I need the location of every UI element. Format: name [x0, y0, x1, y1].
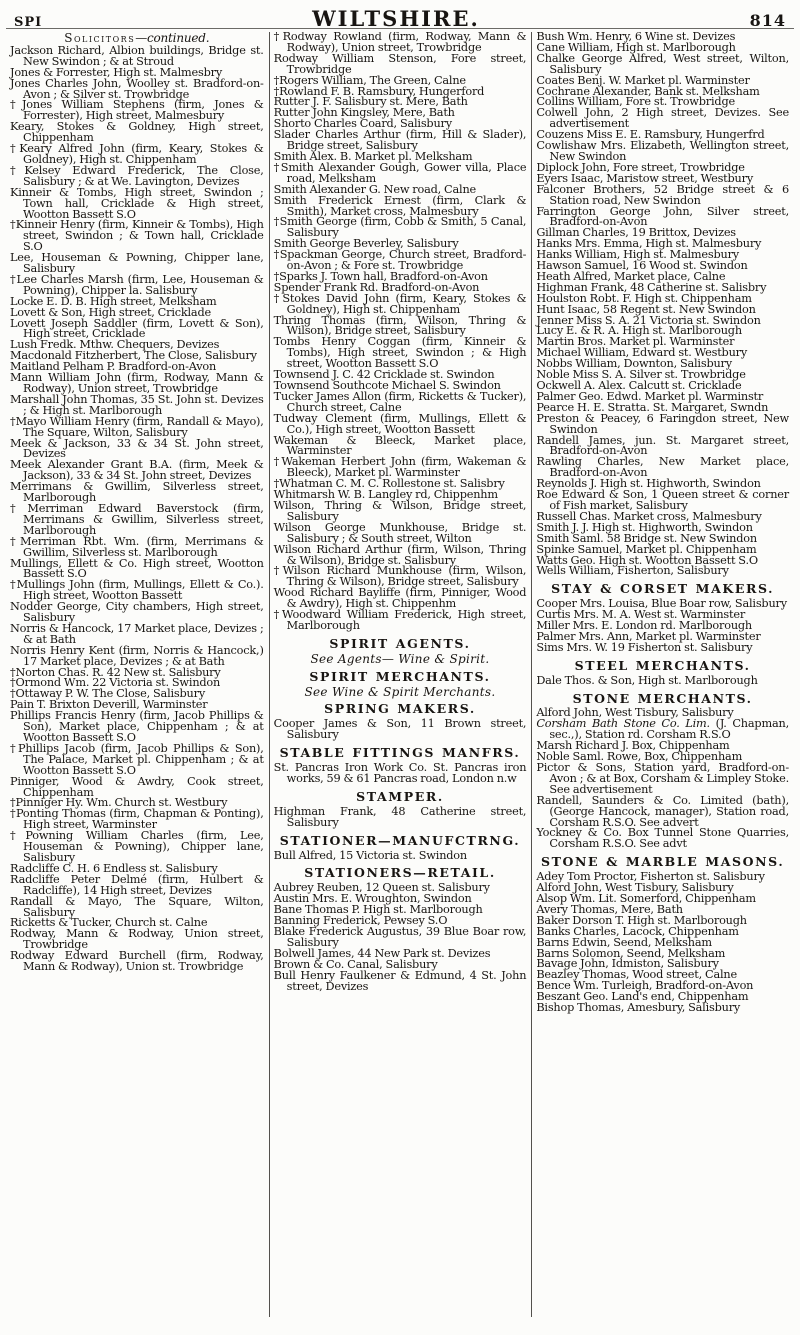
- directory-entry: Thring Thomas (firm, Wilson, Thring & Wilson), Bridge street, Salisbury: [273, 313, 527, 338]
- directory-entry: Colwell John, 2 High street, Devizes. See advertisement: [536, 106, 789, 131]
- column-container: [0, 29, 800, 1317]
- directory-entry: Corsham Bath Stone Co. Lim. (J. Chapman, sec.,), Station rd. Corsham R.S.O: [536, 717, 789, 742]
- directory-entry: †Ormond Wm. 22 Victoria st. Swindon: [10, 676, 221, 690]
- directory-entry: Lush Fredk. Mthw. Chequers, Devizes: [10, 338, 220, 352]
- directory-entry: Hanks William, High st. Malmesbury: [536, 248, 739, 262]
- directory-entry: †Jones William Stephens (firm, Jones & Forrester), High street, Malmesbury: [10, 98, 264, 123]
- directory-entry: Rutter J. F. Salisbury st. Mere, Bath: [273, 95, 468, 109]
- directory-entry: †Kinneir Henry (firm, Kinneir & Tombs), High street, Swindon ; & Town hall, Cricklade S.O: [10, 218, 264, 254]
- directory-entry: Farrington George John, Silver street, Bradford-on-Avon: [536, 204, 789, 229]
- section-heading: STEEL MERCHANTS.: [574, 657, 751, 673]
- directory-entry: Shorto Charles Coard, Salisbury: [273, 117, 452, 131]
- directory-entry: Brown & Co. Canal, Salisbury: [273, 957, 438, 971]
- directory-entry: †Norton Chas. R. 42 New st. Salisbury: [10, 665, 221, 679]
- directory-entry: Barns Solomon, Seend, Melksham: [536, 946, 726, 960]
- directory-entry: Watts Geo. High st. Wootton Bassett S.O: [536, 553, 758, 567]
- directory-entry: Pain T. Brixton Deverill, Warminster: [10, 698, 208, 712]
- directory-entry: Wilson Richard Arthur (firm, Wilson, Thring & Wilson), Bridge st. Salisbury: [273, 542, 527, 567]
- directory-entry: Townsend J. C. 42 Cricklade st. Swindon: [273, 368, 495, 382]
- directory-entry: Smith Alex. B. Market pl. Melksham: [273, 149, 473, 163]
- directory-entry: Hanks Mrs. Emma, High st. Malmesbury: [536, 237, 762, 251]
- directory-entry: Lovett & Son, High street, Cricklade: [10, 305, 211, 319]
- directory-entry: Banning Frederick, Pewsey S.O: [273, 914, 448, 928]
- directory-entry: Smith Saml. 58 Bridge st. New Swindon: [536, 531, 757, 545]
- directory-entry: †Wilson Richard Munkhouse (firm, Wilson, Thring & Wilson), Bridge street, Salisbury: [273, 564, 527, 589]
- directory-entry: Locke E. D. B. High street, Melksham: [10, 294, 217, 308]
- directory-entry: Gillman Charles, 19 Brittox, Devizes: [536, 226, 736, 240]
- directory-entry: Curtis Mrs. M. A. West st. Warminster: [536, 608, 746, 622]
- directory-entry: †Lee Charles Marsh (firm, Lee, Houseman & Powning), Chipper la. Salisbury: [10, 272, 264, 297]
- directory-entry: Keary, Stokes & Goldney, High street, Chippenham: [10, 120, 264, 145]
- directory-entry: Alsop Wm. Lit. Somerford, Chippenham: [536, 891, 756, 905]
- directory-entry: Austin Mrs. E. Wroughton, Swindon: [273, 892, 472, 906]
- directory-entry: Wood Richard Bayliffe (firm, Pinniger, Wood & Awdry), High st. Chippenhm: [273, 586, 527, 611]
- directory-entry: Bane Thomas P. High st. Marlborough: [273, 903, 483, 917]
- directory-entry: Hawson Samuel, 16 Wood st. Swindon: [536, 259, 748, 273]
- directory-entry: Martin Bros. Market pl. Warminster: [536, 335, 735, 349]
- directory-entry: Cooper James & Son, 11 Brown street, Salisbury: [273, 717, 527, 742]
- directory-entry: Houlston Robt. F. High st. Chippenham: [536, 291, 752, 305]
- directory-entry: Phillips Francis Henry (firm, Jacob Phillips & Son), Market place, Chippenham ; & at Wootton Bassett S.O: [10, 709, 264, 744]
- directory-entry: †Rowland F. B. Ramsbury, Hungerford: [273, 84, 485, 98]
- directory-entry: Whitmarsh W. B. Langley rd, Chippenhm: [273, 488, 498, 502]
- directory-entry: Mullings, Ellett & Co. High street, Wootton Bassett S.O: [10, 556, 264, 581]
- directory-entry: Nodder George, City chambers, High street, Salisbury: [10, 600, 264, 625]
- directory-entry: Noble Saml. Rowe, Box, Chippenham: [536, 750, 743, 764]
- directory-entry: Smith George Beverley, Salisbury: [273, 237, 459, 251]
- directory-entry: †Rodway Rowland (firm, Rodway, Mann & Rodway), Union street, Trowbridge: [273, 32, 527, 54]
- directory-entry: Banks Charles, Lacock, Chippenham: [536, 924, 739, 938]
- section-heading: STATIONERS—RETAIL.: [304, 865, 496, 881]
- directory-entry: †Stokes David John (firm, Keary, Stokes & Goldney), High st. Chippenham: [273, 291, 527, 316]
- directory-entry: Bishop Thomas, Amesbury, Salisbury: [536, 1001, 741, 1015]
- directory-entry: Cooper Mrs. Louisa, Blue Boar row, Salisbury: [536, 597, 787, 611]
- directory-entry: Bush Wm. Henry, 6 Wine st. Devizes: [536, 32, 736, 43]
- directory-entry: Slader Charles Arthur (firm, Hill & Slader), Bridge street, Salisbury: [273, 128, 527, 153]
- directory-entry: Adey Tom Proctor, Fisherton st. Salisbury: [536, 870, 765, 884]
- directory-entry: Dale Thos. & Son, High st. Marlborough: [536, 673, 758, 687]
- directory-entry: Marsh Richard J. Box, Chippenham: [536, 739, 730, 753]
- directory-entry: Bavage John, Idmiston, Salisbury: [536, 957, 719, 971]
- section-heading: STONE & MARBLE MASONS.: [540, 854, 785, 870]
- directory-entry: Ricketts & Tucker, Church st. Calne: [10, 916, 208, 930]
- directory-entry: Radcliffe Peter Delmé (firm, Hulbert & Radcliffe), 14 High street, Devizes: [10, 872, 264, 897]
- page-number: 814: [749, 11, 786, 30]
- section-heading-continued: Solicitors—continued.: [64, 32, 210, 45]
- directory-entry: †Rogers William, The Green, Calne: [273, 73, 466, 87]
- directory-entry: Randell James, jun. St. Margaret street, Bradford-on-Avon: [536, 433, 789, 458]
- directory-entry: Palmer Mrs. Ann, Market pl. Warminster: [536, 629, 761, 643]
- directory-entry: Preston & Peacey, 6 Faringdon street, New Swindon: [536, 411, 789, 436]
- directory-entry: Pinniger, Wood & Awdry, Cook street, Chippenham: [10, 774, 264, 799]
- directory-entry: Smith J. J. High st. Highworth, Swindon: [536, 520, 753, 534]
- directory-entry: Nobbs William, Downton, Salisbury: [536, 357, 732, 371]
- directory-entry: Jones Charles John, Woolley st. Bradford-on-Avon ; & Silver st. Trowbridge: [10, 76, 264, 101]
- directory-entry: Norris Henry Kent (firm, Norris & Hancock,) 17 Market place, Devizes ; & at Bath: [10, 643, 264, 668]
- directory-entry: Barns Edwin, Seend, Melksham: [536, 935, 712, 949]
- directory-entry: Lee, Houseman & Powning, Chipper lane, Salisbury: [10, 251, 264, 276]
- directory-entry: Eyers Isaac, Maristow street, Westbury: [536, 171, 754, 185]
- directory-entry: †Sparks J. Town hall, Bradford-on-Avon: [273, 269, 488, 283]
- column-3: [531, 32, 794, 1317]
- directory-entry: †Phillips Jacob (firm, Jacob Phillips & Son), The Palace, Market pl. Chippenham ; & at Wootton Bassett S.O: [10, 741, 264, 777]
- directory-entry: Collins William, Fore st. Trowbridge: [536, 95, 735, 109]
- directory-entry: Wakeman & Bleeck, Market place, Warminster: [273, 433, 527, 458]
- directory-entry: Diplock John, Fore street, Trowbridge: [536, 160, 745, 174]
- directory-entry: Pictor & Sons, Station yard, Bradford-on-Avon ; & at Box, Corsham & Limpley Stoke. See advertisement: [536, 761, 789, 796]
- directory-entry: Meek Alexander Grant B.A. (firm, Meek & Jackson), 33 & 34 St. John street, Devizes: [10, 458, 264, 483]
- directory-entry: Kinneir & Tombs, High street, Swindon ; Town hall, Cricklade & High street, Wootton Bassett S.O: [10, 185, 264, 221]
- directory-entry: †Mullings John (firm, Mullings, Ellett & Co.). High street, Wootton Bassett: [10, 578, 264, 603]
- directory-entry: Radcliffe C. H. 6 Endless st. Salisbury: [10, 861, 218, 875]
- column-2: [269, 32, 532, 1317]
- directory-entry: Rawling Charles, New Market place, Bradford-on-Avon: [536, 455, 789, 480]
- directory-entry: Tucker James Allon (firm, Ricketts & Tucker), Church street, Calne: [273, 389, 527, 414]
- cross-reference: See Agents— Wine & Spirit.: [310, 651, 490, 666]
- page-title: WILTSHIRE.: [312, 6, 480, 31]
- section-heading: SPIRIT AGENTS.: [329, 635, 471, 651]
- section-heading: STATIONER—MANUFCTRNG.: [279, 832, 521, 848]
- directory-entry: Meek & Jackson, 33 & 34 St. John street, Devizes: [10, 436, 264, 461]
- directory-entry: Tombs Henry Coggan (firm, Kinneir & Tombs), High street, Swindon ; & High street, Wootton Bassett S.O: [273, 335, 527, 371]
- directory-entry: Michael William, Edward st. Westbury: [536, 346, 748, 360]
- section-heading: STONE MERCHANTS.: [572, 690, 753, 706]
- directory-entry: Rodway Edward Burchell (firm, Rodway, Mann & Rodway), Union st. Trowbridge: [10, 949, 264, 974]
- directory-entry: Bull Henry Faulkener & Edmund, 4 St. John street, Devizes: [273, 968, 527, 993]
- directory-entry: †Merriman Rbt. Wm. (firm, Merrimans & Gwillim, Silverless st. Marlborough: [10, 534, 264, 559]
- directory-entry: †Smith Alexander Gough, Gower villa, Place road, Melksham: [273, 160, 527, 185]
- directory-entry: Bence Wm. Turleigh, Bradford-on-Avon: [536, 979, 754, 993]
- directory-entry: †Merriman Edward Baverstock (firm, Merrimans & Gwillim, Silverless street, Marlborough: [10, 501, 264, 537]
- directory-entry: Alford John, West Tisbury, Salisbury: [536, 881, 734, 895]
- directory-entry: Rutter John Kingsley, Mere, Bath: [273, 106, 455, 120]
- directory-entry: Baker Dorson T. High st. Marlborough: [536, 913, 747, 927]
- header-section-abbrev: SPI: [14, 15, 43, 30]
- directory-entry: Wilson, Thring & Wilson, Bridge street, Salisbury: [273, 498, 527, 523]
- section-heading: STAY & CORSET MAKERS.: [551, 581, 775, 597]
- directory-entry: Coates Benj. W. Market pl. Warminster: [536, 73, 750, 87]
- directory-entry: Sims Mrs. W. 19 Fisherton st. Salisbury: [536, 640, 753, 654]
- directory-entry: Jackson Richard, Albion buildings, Bridge st. New Swindon ; & at Stroud: [10, 43, 264, 68]
- directory-entry: Smith Frederick Ernest (firm, Clark & Smith), Market cross, Malmesbury: [273, 193, 527, 218]
- directory-entry: Norris & Hancock, 17 Market place, Devizes ; & at Bath: [10, 621, 264, 646]
- directory-entry: Merrimans & Gwillim, Silverless street, Marlborough: [10, 480, 264, 505]
- directory-entry: Chalke George Alfred, West street, Wilton, Salisbury: [536, 51, 789, 76]
- directory-entry: St. Pancras Iron Work Co. St. Pancras iron works, 59 & 61 Pancras road, London n.w: [273, 761, 527, 785]
- directory-entry: †Smith George (firm, Cobb & Smith, 5 Canal, Salisbury: [273, 215, 527, 240]
- directory-entry: Aubrey Reuben, 12 Queen st. Salisbury: [273, 881, 490, 895]
- directory-entry: Highman Frank, 48 Catherine st. Salisbry: [536, 280, 767, 294]
- directory-entry: Marshall John Thomas, 35 St. John st. Devizes ; & High st. Marlborough: [10, 392, 264, 417]
- directory-entry: Reynolds J. High st. Highworth, Swindon: [536, 477, 761, 491]
- directory-entry: Spender Frank Rd. Bradford-on-Avon: [273, 280, 480, 294]
- directory-entry: †Woodward William Frederick, High street, Marlborough: [273, 608, 527, 632]
- directory-entry: Rodway, Mann & Rodway, Union street, Trowbridge: [10, 927, 264, 952]
- directory-entry: Macdonald Fitzherbert, The Close, Salisbury: [10, 349, 257, 363]
- directory-entry: †Powning William Charles (firm, Lee, Houseman & Powning), Chipper lane, Salisbury: [10, 829, 264, 864]
- directory-entry: †Kelsey Edward Frederick, The Close, Salisbury ; & at We. Lavington, Devizes: [10, 163, 264, 188]
- directory-entry: Cowlishaw Mrs. Elizabeth, Wellington street, New Swindon: [536, 139, 789, 163]
- directory-entry: †Ottaway P. W. The Close, Salisbury: [10, 687, 206, 701]
- directory-entry: Heath Alfred, Market place, Calne: [536, 269, 726, 283]
- directory-entry: Pearce H. E. Stratta. St. Margaret, Swndn: [536, 400, 769, 414]
- directory-entry: Beszant Geo. Land's end, Chippenham: [536, 990, 749, 1004]
- directory-entry: †Mayo William Henry (firm, Randall & Mayo), The Square, Wilton, Salisbury: [10, 414, 264, 439]
- directory-entry: Mann William John (firm, Rodway, Mann & Rodway), Union street, Trowbridge: [10, 371, 264, 395]
- directory-entry: Maitland Pelham P. Bradford-on-Avon: [10, 360, 217, 374]
- directory-entry: Couzens Miss E. E. Ramsbury, Hungerfrd: [536, 128, 765, 142]
- directory-entry: Bull Alfred, 15 Victoria st. Swindon: [273, 848, 467, 862]
- directory-entry: Wells William, Fisherton, Salisbury: [536, 564, 729, 578]
- directory-entry: †Ponting Thomas (firm, Chapman & Ponting), High street, Warminster: [10, 807, 264, 832]
- section-heading: SPRING MAKERS.: [324, 701, 476, 717]
- section-heading: STABLE FITTINGS MANFRS.: [279, 745, 521, 761]
- directory-entry: Tudway Clement (firm, Mullings, Ellett & Co.), High street, Wootton Bassett: [273, 411, 527, 436]
- directory-entry: Falconer Brothers, 52 Bridge street & 6 Station road, New Swindon: [536, 182, 789, 207]
- directory-entry: Yockney & Co. Box Tunnel Stone Quarries, Corsham R.S.O. See advt: [536, 826, 789, 851]
- column-1: [6, 32, 269, 1317]
- directory-entry: Cane William, High st. Marlborough: [536, 40, 736, 54]
- directory-entry: Townsend Southcote Michael S. Swindon: [273, 379, 501, 392]
- directory-entry: Miller Mrs. E. London rd. Marlborough: [536, 619, 752, 633]
- directory-entry: Bolwell James, 44 New Park st. Devizes: [273, 946, 491, 960]
- directory-entry: Avery Thomas, Mere, Bath: [536, 902, 683, 916]
- directory-entry: Blake Frederick Augustus, 39 Blue Boar row, Salisbury: [273, 924, 527, 949]
- directory-entry: Lovett Joseph Saddler (firm, Lovett & Son), High street, Cricklade: [10, 316, 264, 341]
- directory-entry: Alford John, West Tisbury, Salisbury: [536, 706, 734, 720]
- directory-entry: Noble Miss S. A. Silver st. Trowbridge: [536, 368, 746, 382]
- directory-entry: Highman Frank, 48 Catherine street, Salisbury: [273, 804, 527, 829]
- directory-entry: Cochrane Alexander, Bank st. Melksham: [536, 84, 760, 98]
- directory-entry: Russell Chas. Market cross, Malmesbury: [536, 509, 762, 523]
- directory-entry: Spinke Samuel, Market pl. Chippenham: [536, 542, 757, 556]
- directory-entry: Hunt Isaac, 58 Regent st. New Swindon: [536, 302, 756, 316]
- directory-entry: †Whatman C. M. C. Rollestone st. Salisbry: [273, 477, 505, 491]
- page-header: [0, 0, 800, 31]
- directory-entry: Wilson George Munkhouse, Bridge st. Salisbury ; & South street, Wilton: [273, 520, 527, 545]
- section-heading: SPIRIT MERCHANTS.: [309, 668, 491, 684]
- section-heading: STAMPER.: [356, 788, 444, 804]
- directory-entry: Beazley Thomas, Wood street, Calne: [536, 968, 737, 982]
- directory-entry: †Pinniger Hy. Wm. Church st. Westbury: [10, 796, 228, 810]
- directory-entry: Ockwell A. Alex. Calcutt st. Cricklade: [536, 379, 742, 392]
- cross-reference: See Wine & Spirit Merchants.: [304, 684, 496, 699]
- directory-entry: Randall & Mayo, The Square, Wilton, Salisbury: [10, 894, 264, 919]
- directory-entry: Jones & Forrester, High st. Malmesbry: [10, 65, 223, 79]
- directory-entry: †Spackman George, Church street, Bradford-on-Avon ; & Fore st. Trowbridge: [273, 248, 527, 273]
- directory-entry: Jenner Miss S. A. 21 Victoria st. Swindon: [536, 313, 761, 327]
- directory-entry: Rodway William Stenson, Fore street, Trowbridge: [273, 51, 527, 76]
- directory-entry: †Keary Alfred John (firm, Keary, Stokes & Goldney), High st. Chippenham: [10, 142, 264, 166]
- directory-entry: Randell, Saunders & Co. Limited (bath), (George Hancock, manager), Station road, Corsham R.S.O. See advert: [536, 793, 789, 829]
- directory-entry: Roe Edward & Son, 1 Queen street & corner of Fish market, Salisbury: [536, 488, 789, 512]
- directory-entry: Lucy E. & R. A. High st. Marlborough: [536, 324, 742, 338]
- directory-entry: Palmer Geo. Edwd. Market pl. Warminstr: [536, 389, 764, 403]
- directory-entry: Smith Alexander G. New road, Calne: [273, 182, 477, 196]
- directory-entry: †Wakeman Herbert John (firm, Wakeman & Bleeck), Market pl. Warminster: [273, 455, 527, 480]
